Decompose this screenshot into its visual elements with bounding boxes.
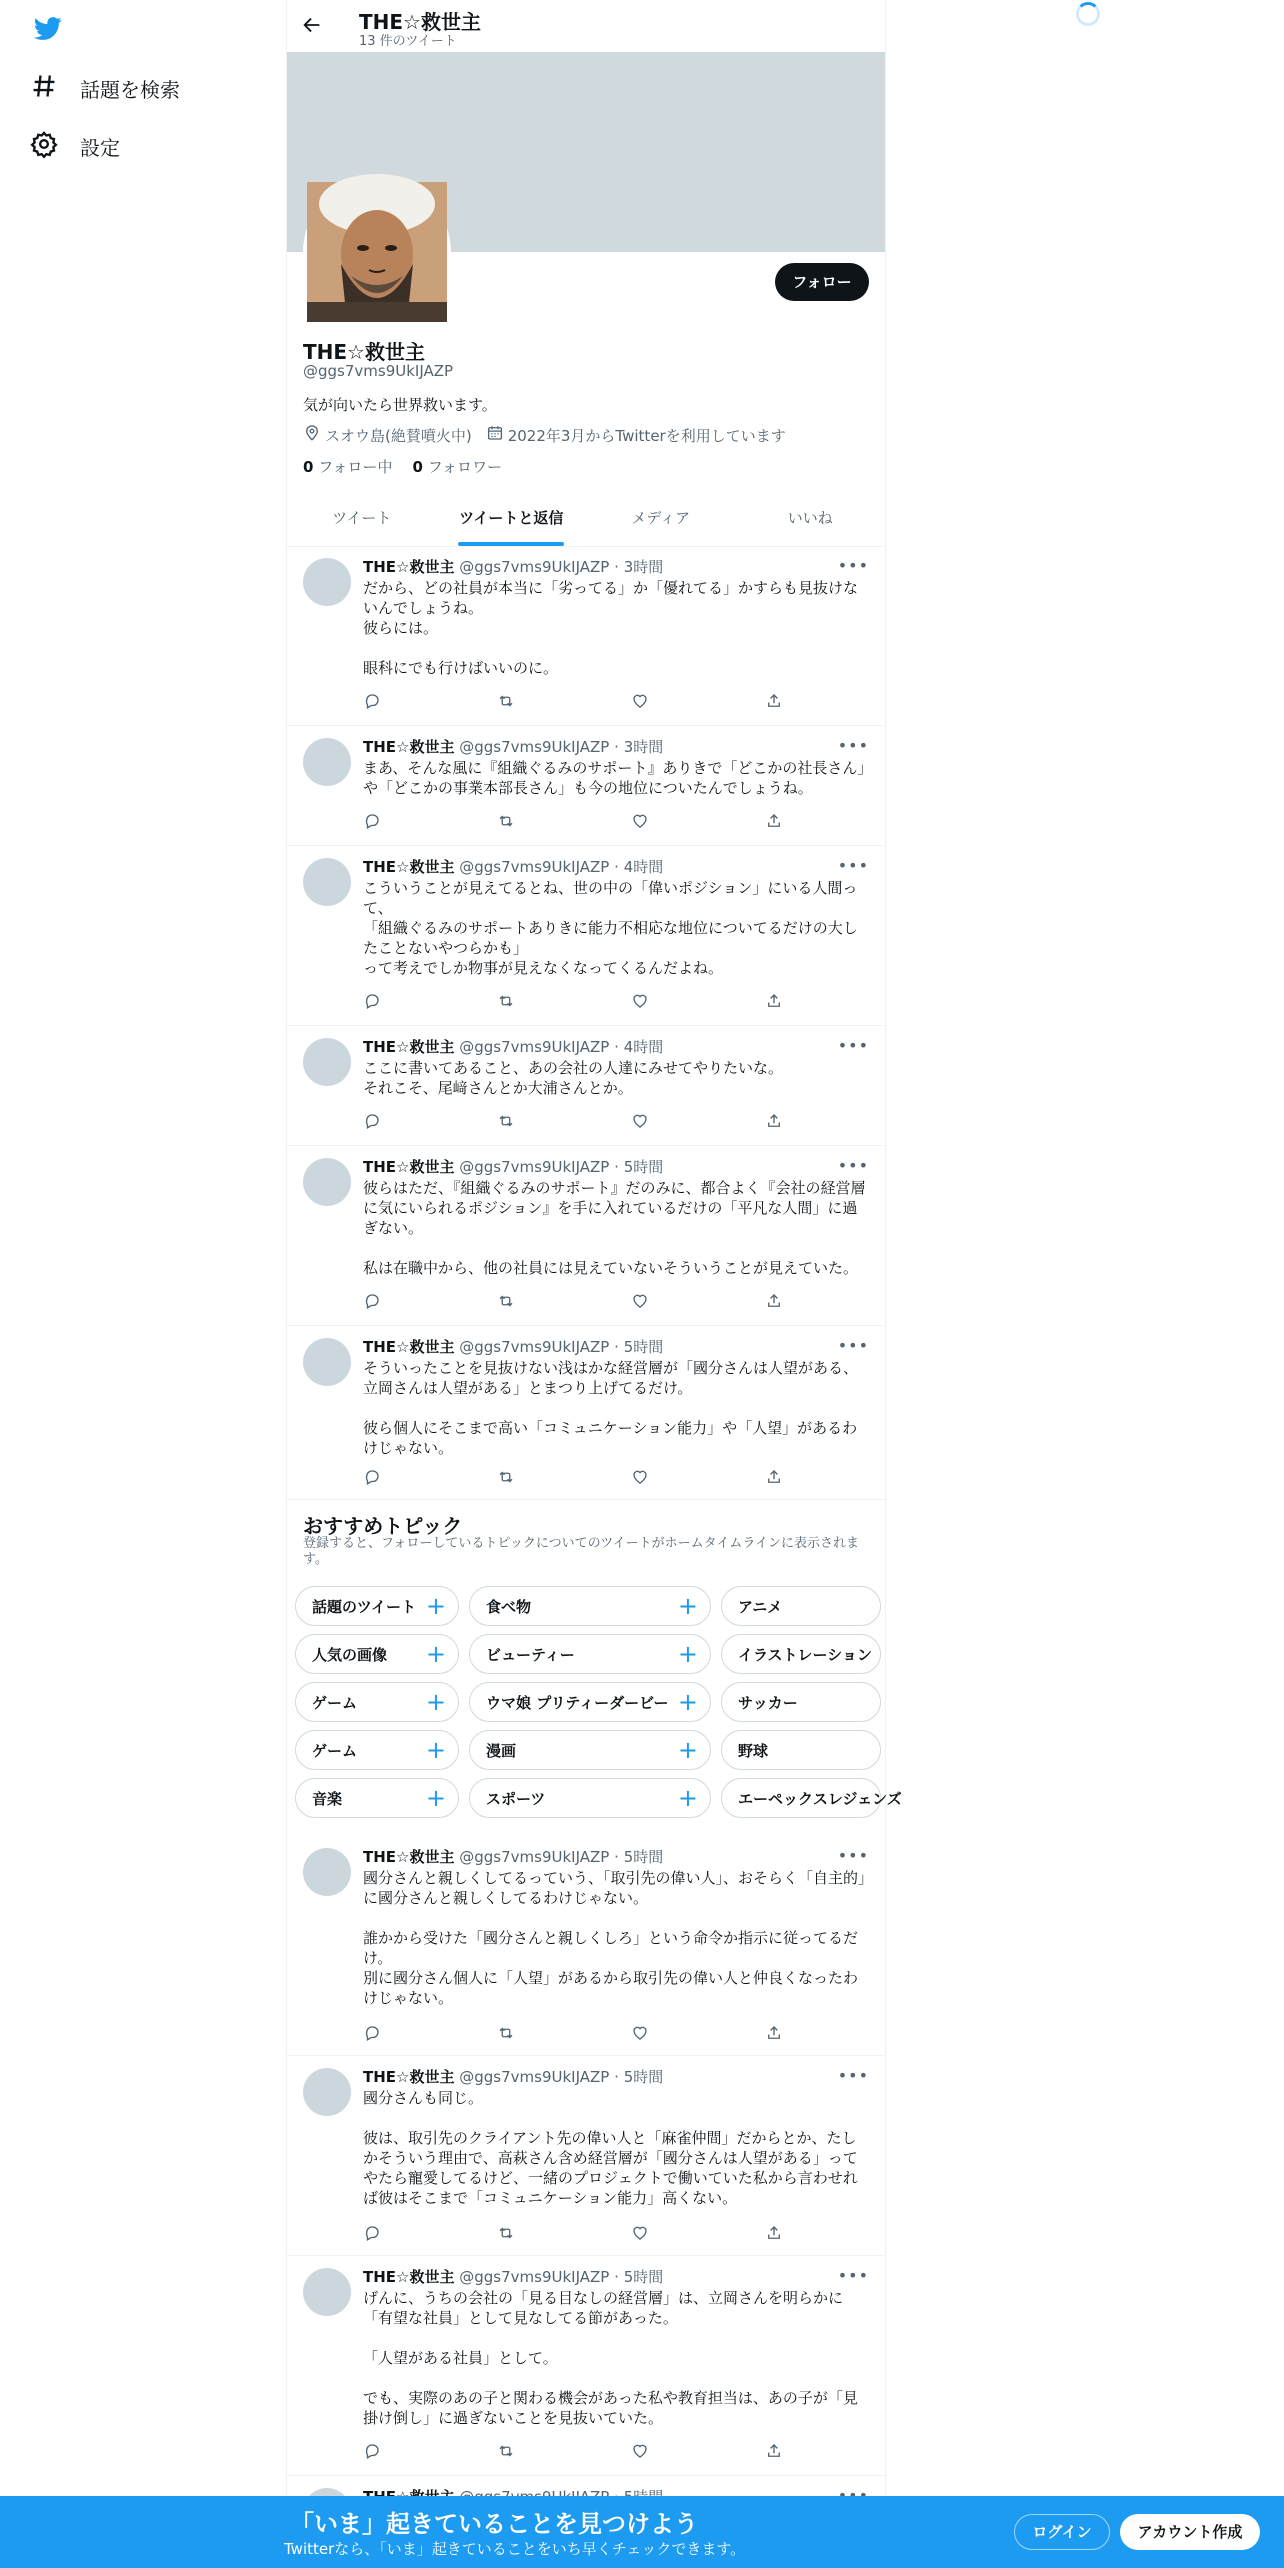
follow-button[interactable]: フォロー — [775, 263, 869, 301]
plus-icon[interactable]: + — [677, 1688, 698, 1716]
topic-pill[interactable] — [721, 1730, 881, 1770]
tab-tweets-and-replies[interactable]: ツイートと返信 — [437, 490, 587, 546]
tweet-text: そういったことを見抜けない浅はかな経営層が「國分さんは人望がある、立岡さんは人望がある」とまつり上げてるだけ。 彼ら個人にそこまで高い「コミュニケーション能力」や「人望」があるわけじゃない。 — [363, 1359, 859, 1457]
share-icon[interactable] — [765, 2024, 783, 2044]
tweet-actions — [363, 812, 783, 832]
retweet-icon[interactable] — [497, 992, 515, 1012]
tweet-author-name[interactable]: THE☆救世主 — [363, 1848, 455, 1866]
topics-title: おすすめトピック — [303, 1514, 463, 1538]
tweet-time[interactable]: 5時間 — [623, 2068, 664, 2086]
followers-link[interactable]: 0 フォロワー — [412, 458, 502, 476]
nav-settings[interactable] — [30, 130, 120, 163]
more-icon[interactable]: ••• — [837, 556, 869, 575]
tweet-author-handle[interactable]: @ggs7vms9UkIJAZP — [459, 1848, 610, 1866]
back-arrow-icon[interactable] — [301, 14, 323, 36]
tweet[interactable]: THE☆救世主 @ggs7vms9UkIJAZP · 5時間 ••• そういったことを見抜けない浅はかな経営層が「國分さんは人望がある、立岡さんは人望がある」とまつり上げてるだけ。 彼ら個人にそこまで高い「コミュニケーション能力」や「人望」があるわけじゃない。 — [287, 1326, 885, 1500]
plus-icon[interactable]: + — [677, 1784, 698, 1812]
tweet-actions — [363, 692, 783, 712]
topic-pill[interactable] — [295, 1778, 459, 1818]
plus-icon[interactable]: + — [677, 1736, 698, 1764]
signup-banner — [0, 2496, 1284, 2568]
topic-label: エーペックスレジェンズ — [738, 1789, 902, 1808]
like-icon[interactable] — [631, 1112, 649, 1132]
tweet-author-name[interactable]: THE☆救世主 — [363, 1338, 455, 1356]
profile-avatar[interactable] — [303, 178, 451, 326]
retweet-icon[interactable] — [497, 1292, 515, 1312]
retweet-icon[interactable] — [497, 812, 515, 832]
profile-name: THE☆救世主 — [303, 340, 425, 364]
plus-icon[interactable]: + — [425, 1736, 446, 1764]
plus-icon[interactable]: + — [677, 1592, 698, 1620]
like-icon[interactable] — [631, 2224, 649, 2244]
topic-pill[interactable] — [721, 1778, 902, 1818]
more-icon[interactable]: ••• — [837, 1846, 869, 1865]
loading-spinner — [1076, 2, 1100, 26]
location-icon — [303, 424, 321, 446]
like-icon[interactable] — [631, 692, 649, 712]
tweet-text: こういうことが見えてるとね、世の中の「偉いポジション」にいる人間って、 「組織ぐるみのサポートありきに能力不相応な地位についてるだけの大したことないやつらかも」 って考えでしか物事が見えなくなってくるんだよね。 — [363, 879, 858, 977]
tweet[interactable]: THE☆救世主 @ggs7vms9UkIJAZP · 3時間 ••• まあ、そんな風に『組織ぐるみのサポート』ありきで「どこかの社長さん」や「どこかの事業本部長さん」も今の地位についたんでしょうね。 — [287, 726, 885, 846]
topic-label: スポーツ — [486, 1789, 546, 1808]
tweet-avatar[interactable] — [303, 1038, 351, 1086]
retweet-icon[interactable] — [497, 1468, 515, 1488]
tweet[interactable]: THE☆救世主 @ggs7vms9UkIJAZP · 4時間 ••• ここに書いてあること、あの会社の人達にみせてやりたいな。 それこそ、尾﨑さんとか大浦さんとか。 — [287, 1026, 885, 1146]
reply-icon[interactable] — [363, 992, 381, 1012]
tweet-author-handle[interactable]: @ggs7vms9UkIJAZP — [459, 1038, 610, 1056]
profile-header-bar — [287, 0, 885, 52]
login-button[interactable]: ログイン — [1014, 2514, 1110, 2550]
more-icon[interactable]: ••• — [837, 1336, 869, 1355]
plus-icon[interactable]: + — [425, 1640, 446, 1668]
topic-label: サッカー — [738, 1693, 798, 1712]
more-icon[interactable]: ••• — [837, 856, 869, 875]
tweet-author-handle[interactable]: @ggs7vms9UkIJAZP — [459, 558, 610, 576]
plus-icon[interactable]: + — [425, 1784, 446, 1812]
topic-label: ウマ娘 プリティーダービー — [486, 1693, 669, 1712]
tweet-time[interactable]: 5時間 — [623, 1338, 664, 1356]
signup-banner-subtitle: Twitterなら、「いま」起きていることをいち早くチェックできます。 — [284, 2540, 746, 2558]
tweet-time[interactable]: 3時間 — [623, 738, 664, 756]
signup-button[interactable]: アカウント作成 — [1120, 2514, 1260, 2550]
profile-meta — [303, 424, 786, 446]
topic-pill[interactable] — [469, 1682, 711, 1722]
reply-icon[interactable] — [363, 812, 381, 832]
tweet-actions — [363, 1292, 783, 1312]
tweet-time[interactable]: 4時間 — [623, 1038, 664, 1056]
reply-icon[interactable] — [363, 1468, 381, 1488]
topic-label: ビューティー — [486, 1645, 575, 1664]
topic-pill[interactable] — [295, 1730, 459, 1770]
retweet-icon[interactable] — [497, 2224, 515, 2244]
topic-pill[interactable] — [721, 1634, 881, 1674]
tweet-avatar[interactable] — [303, 738, 351, 786]
tweet[interactable]: THE☆救世主 @ggs7vms9UkIJAZP · 4時間 ••• こういうことが見えてるとね、世の中の「偉いポジション」にいる人間って、 「組織ぐるみのサポートありきに能力不相応な地位についてるだけの大したことないやつらかも」 って考えでしか物事が見えなくなってくるんだよね。 — [287, 846, 885, 1026]
share-icon[interactable] — [765, 1112, 783, 1132]
tweet-avatar[interactable] — [303, 1848, 351, 1896]
tweet-author-name[interactable]: THE☆救世主 — [363, 2268, 455, 2286]
reply-icon[interactable] — [363, 1112, 381, 1132]
tweet-text: 彼らはただ、『組織ぐるみのサポート』だのみに、都合よく『会社の経営層に気にいられるポジション』を手に入れているだけの「平凡な人間」に過ぎない。 私は在職中から、他の社員には見えていないそういうことが見えていた。 — [363, 1179, 866, 1277]
profile-bio: 気が向いたら世界救います。 — [303, 396, 497, 414]
topic-label: 食べ物 — [486, 1597, 532, 1616]
share-icon[interactable] — [765, 2442, 783, 2462]
tweet[interactable]: THE☆救世主 @ggs7vms9UkIJAZP · 5時間 ••• 國分さんも同じ。 彼は、取引先のクライアント先の偉い人と「麻雀仲間」だからとか、たしかそういう理由で、高萩さん含め経営層が「國分さんは人望がある」ってやたら寵愛してるけど、一緒のプロジェクトで働いていた私から言わせれば彼はそこまで「コミュニケーション能力」高くない。 — [287, 2056, 885, 2256]
following-link[interactable]: 0 フォロー中 — [303, 458, 393, 476]
tweet-author-handle[interactable]: @ggs7vms9UkIJAZP — [459, 2268, 610, 2286]
topic-label: 漫画 — [486, 1741, 517, 1760]
tweet-author-handle[interactable]: @ggs7vms9UkIJAZP — [459, 2068, 610, 2086]
like-icon[interactable] — [631, 812, 649, 832]
tweet-author-name[interactable]: THE☆救世主 — [363, 1158, 455, 1176]
like-icon[interactable] — [631, 2024, 649, 2044]
calendar-icon — [486, 424, 504, 446]
tab-likes[interactable]: いいね — [787, 509, 833, 527]
more-icon[interactable]: ••• — [837, 736, 869, 755]
topic-label: 人気の画像 — [312, 1645, 388, 1664]
tweet-time[interactable]: 5時間 — [623, 1158, 664, 1176]
share-icon[interactable] — [765, 992, 783, 1012]
share-icon[interactable] — [765, 692, 783, 712]
header-profile-name: THE☆救世主 — [359, 10, 481, 34]
tweet-actions — [363, 2442, 783, 2462]
topic-label: ゲーム — [312, 1693, 358, 1712]
reply-icon[interactable] — [363, 2024, 381, 2044]
profile-handle: @ggs7vms9UkIJAZP — [303, 362, 454, 380]
tweet-actions — [363, 1112, 783, 1132]
tweet-actions — [363, 992, 783, 1012]
reply-icon[interactable] — [363, 2442, 381, 2462]
plus-icon[interactable]: + — [425, 1688, 446, 1716]
like-icon[interactable] — [631, 1292, 649, 1312]
like-icon[interactable] — [631, 1468, 649, 1488]
hash-icon — [30, 72, 58, 105]
topic-label: ゲーム — [312, 1741, 358, 1760]
topic-pill[interactable] — [469, 1778, 711, 1818]
profile-tabs — [287, 490, 885, 547]
tweet-time[interactable]: 5時間 — [623, 1848, 664, 1866]
tweet-text: ここに書いてあること、あの会社の人達にみせてやりたいな。 それこそ、尾﨑さんとか大浦さんとか。 — [363, 1059, 784, 1097]
tweet-time[interactable]: 5時間 — [623, 2268, 664, 2286]
profile-column — [286, 0, 902, 2568]
plus-icon[interactable]: + — [677, 1640, 698, 1668]
like-icon[interactable] — [631, 992, 649, 1012]
tweet-avatar[interactable] — [303, 1158, 351, 1206]
profile-follow-stats — [303, 456, 502, 477]
nav-explore-label: 話題を検索 — [80, 78, 180, 102]
tweet[interactable]: THE☆救世主 @ggs7vms9UkIJAZP · 5時間 ••• 國分さんと親しくしてるっていう、「取引先の偉い人」、おそらく「自主的」に國分さんと親しくしてるわけじゃない。 誰かから受けた「國分さんと親しくしろ」という命令か指示に従ってるだけ。 別に國分さん個人に「人望」があるから取引先の偉い人と仲良くなったわけじゃない。 — [287, 1836, 885, 2056]
tab-media[interactable]: メディア — [631, 509, 691, 527]
profile-joined: 2022年3月からTwitterを利用しています — [507, 426, 786, 445]
tab-tweets[interactable]: ツイート — [332, 509, 392, 527]
tweet-actions — [363, 1468, 783, 1488]
gear-icon — [30, 130, 58, 163]
more-icon[interactable]: ••• — [837, 2266, 869, 2285]
topic-label: 音楽 — [312, 1789, 343, 1808]
share-icon[interactable] — [765, 812, 783, 832]
topic-label: 野球 — [738, 1741, 769, 1760]
tweet-author-handle[interactable]: @ggs7vms9UkIJAZP — [459, 858, 610, 876]
topic-label: イラストレーション — [738, 1645, 872, 1664]
tweet[interactable]: THE☆救世主 @ggs7vms9UkIJAZP · 5時間 ••• 彼らはただ、『組織ぐるみのサポート』だのみに、都合よく『会社の経営層に気にいられるポジション』を手に入れているだけの「平凡な人間」に過ぎない。 私は在職中から、他の社員には見えていないそういうことが見えていた。 — [287, 1146, 885, 1326]
topic-pill[interactable] — [295, 1682, 459, 1722]
tweet-author-handle[interactable]: @ggs7vms9UkIJAZP — [459, 1338, 610, 1356]
reply-icon[interactable] — [363, 2224, 381, 2244]
tweet-avatar[interactable] — [303, 1338, 351, 1386]
tweet-actions — [363, 2024, 783, 2044]
tweet-author-name[interactable]: THE☆救世主 — [363, 738, 455, 756]
topic-pill[interactable] — [295, 1586, 459, 1626]
reply-icon[interactable] — [363, 1292, 381, 1312]
tweet-author-name[interactable]: THE☆救世主 — [363, 1038, 455, 1056]
share-icon[interactable] — [765, 1292, 783, 1312]
share-icon[interactable] — [765, 2224, 783, 2244]
header-tweet-count: 13 件のツイート — [359, 34, 457, 49]
tweet-time[interactable]: 3時間 — [623, 558, 664, 576]
tweet-text: だから、どの社員が本当に「劣ってる」か「優れてる」かすらも見抜けないんでしょうね。 彼らには。 眼科にでも行けばいいのに。 — [363, 579, 859, 677]
nav-explore[interactable] — [30, 72, 180, 105]
reply-icon[interactable] — [363, 692, 381, 712]
tweet[interactable]: THE☆救世主 @ggs7vms9UkIJAZP · 5時間 ••• げんに、うちの会社の「見る目なしの経営層」は、立岡さんを明らかに「有望な社員」として見なしてる節があった。 「人望がある社員」として。 でも、実際のあの子と関わる機会があった私や教育担当は、あの子が「見掛け倒し」に過ぎないことを見抜いていた。 — [287, 2256, 885, 2476]
topics-subtitle: 登録すると、フォローしているトピックについてのツイートがホームタイムラインに表示されます。 — [303, 1536, 860, 1567]
tweet-author-name[interactable]: THE☆救世主 — [363, 858, 455, 876]
tweet-text: 國分さんも同じ。 彼は、取引先のクライアント先の偉い人と「麻雀仲間」だからとか、たしかそういう理由で、高萩さん含め経営層が「國分さんは人望がある」ってやたら寵愛してるけど、一緒のプロジェクトで働いていた私から言わせれば彼はそこまで「コミュニケーション能力」高くない。 — [363, 2089, 858, 2207]
tweet-time[interactable]: 4時間 — [623, 858, 664, 876]
retweet-icon[interactable] — [497, 692, 515, 712]
topic-label: アニメ — [738, 1597, 783, 1616]
tweet-author-name[interactable]: THE☆救世主 — [363, 558, 455, 576]
topic-label: 話題のツイート — [312, 1597, 416, 1616]
topic-pill[interactable] — [721, 1586, 881, 1626]
nav-settings-label: 設定 — [80, 136, 120, 160]
more-icon[interactable]: ••• — [837, 1156, 869, 1175]
like-icon[interactable] — [631, 2442, 649, 2462]
share-icon[interactable] — [765, 1468, 783, 1488]
tweet-author-handle[interactable]: @ggs7vms9UkIJAZP — [459, 738, 610, 756]
tweet-author-name[interactable]: THE☆救世主 — [363, 2068, 455, 2086]
more-icon[interactable]: ••• — [837, 1036, 869, 1055]
topic-pill[interactable] — [721, 1682, 881, 1722]
tweet-text: 國分さんと親しくしてるっていう、「取引先の偉い人」、おそらく「自主的」に國分さんと親しくしてるわけじゃない。 誰かから受けた「國分さんと親しくしろ」という命令か指示に従ってるだけ。 別に國分さん個人に「人望」があるから取引先の偉い人と仲良くなったわけじゃない。 — [363, 1869, 866, 2007]
retweet-icon[interactable] — [497, 1112, 515, 1132]
profile-location: スオウ島(絶賛噴火中) — [325, 426, 472, 445]
tweet-author-handle[interactable]: @ggs7vms9UkIJAZP — [459, 1158, 610, 1176]
tweet-avatar[interactable] — [303, 558, 351, 606]
topic-pill[interactable] — [295, 1634, 459, 1674]
tweet-avatar[interactable] — [303, 858, 351, 906]
topic-pill[interactable] — [469, 1634, 711, 1674]
retweet-icon[interactable] — [497, 2442, 515, 2462]
topic-pill[interactable] — [469, 1730, 711, 1770]
topic-pill[interactable] — [469, 1586, 711, 1626]
tweet[interactable]: THE☆救世主 @ggs7vms9UkIJAZP · 3時間 ••• だから、どの社員が本当に「劣ってる」か「優れてる」かすらも見抜けないんでしょうね。 彼らには。 眼科にでも行けばいいのに。 — [287, 546, 885, 726]
signup-banner-title: 「いま」起きていることを見つけよう — [290, 2510, 698, 2538]
tweet-avatar[interactable] — [303, 2268, 351, 2316]
twitter-logo-icon[interactable] — [32, 14, 64, 42]
tweet-text: げんに、うちの会社の「見る目なしの経営層」は、立岡さんを明らかに「有望な社員」として見なしてる節があった。 「人望がある社員」として。 でも、実際のあの子と関わる機会があった私や教育担当は、あの子が「見掛け倒し」に過ぎないことを見抜いていた。 — [363, 2289, 858, 2427]
more-icon[interactable]: ••• — [837, 2066, 869, 2085]
retweet-icon[interactable] — [497, 2024, 515, 2044]
tweet-avatar[interactable] — [303, 2068, 351, 2116]
tweet-text: まあ、そんな風に『組織ぐるみのサポート』ありきで「どこかの社長さん」や「どこかの事業本部長さん」も今の地位についたんでしょうね。 — [363, 759, 865, 797]
plus-icon[interactable]: + — [425, 1592, 446, 1620]
tweet-actions — [363, 2224, 783, 2244]
